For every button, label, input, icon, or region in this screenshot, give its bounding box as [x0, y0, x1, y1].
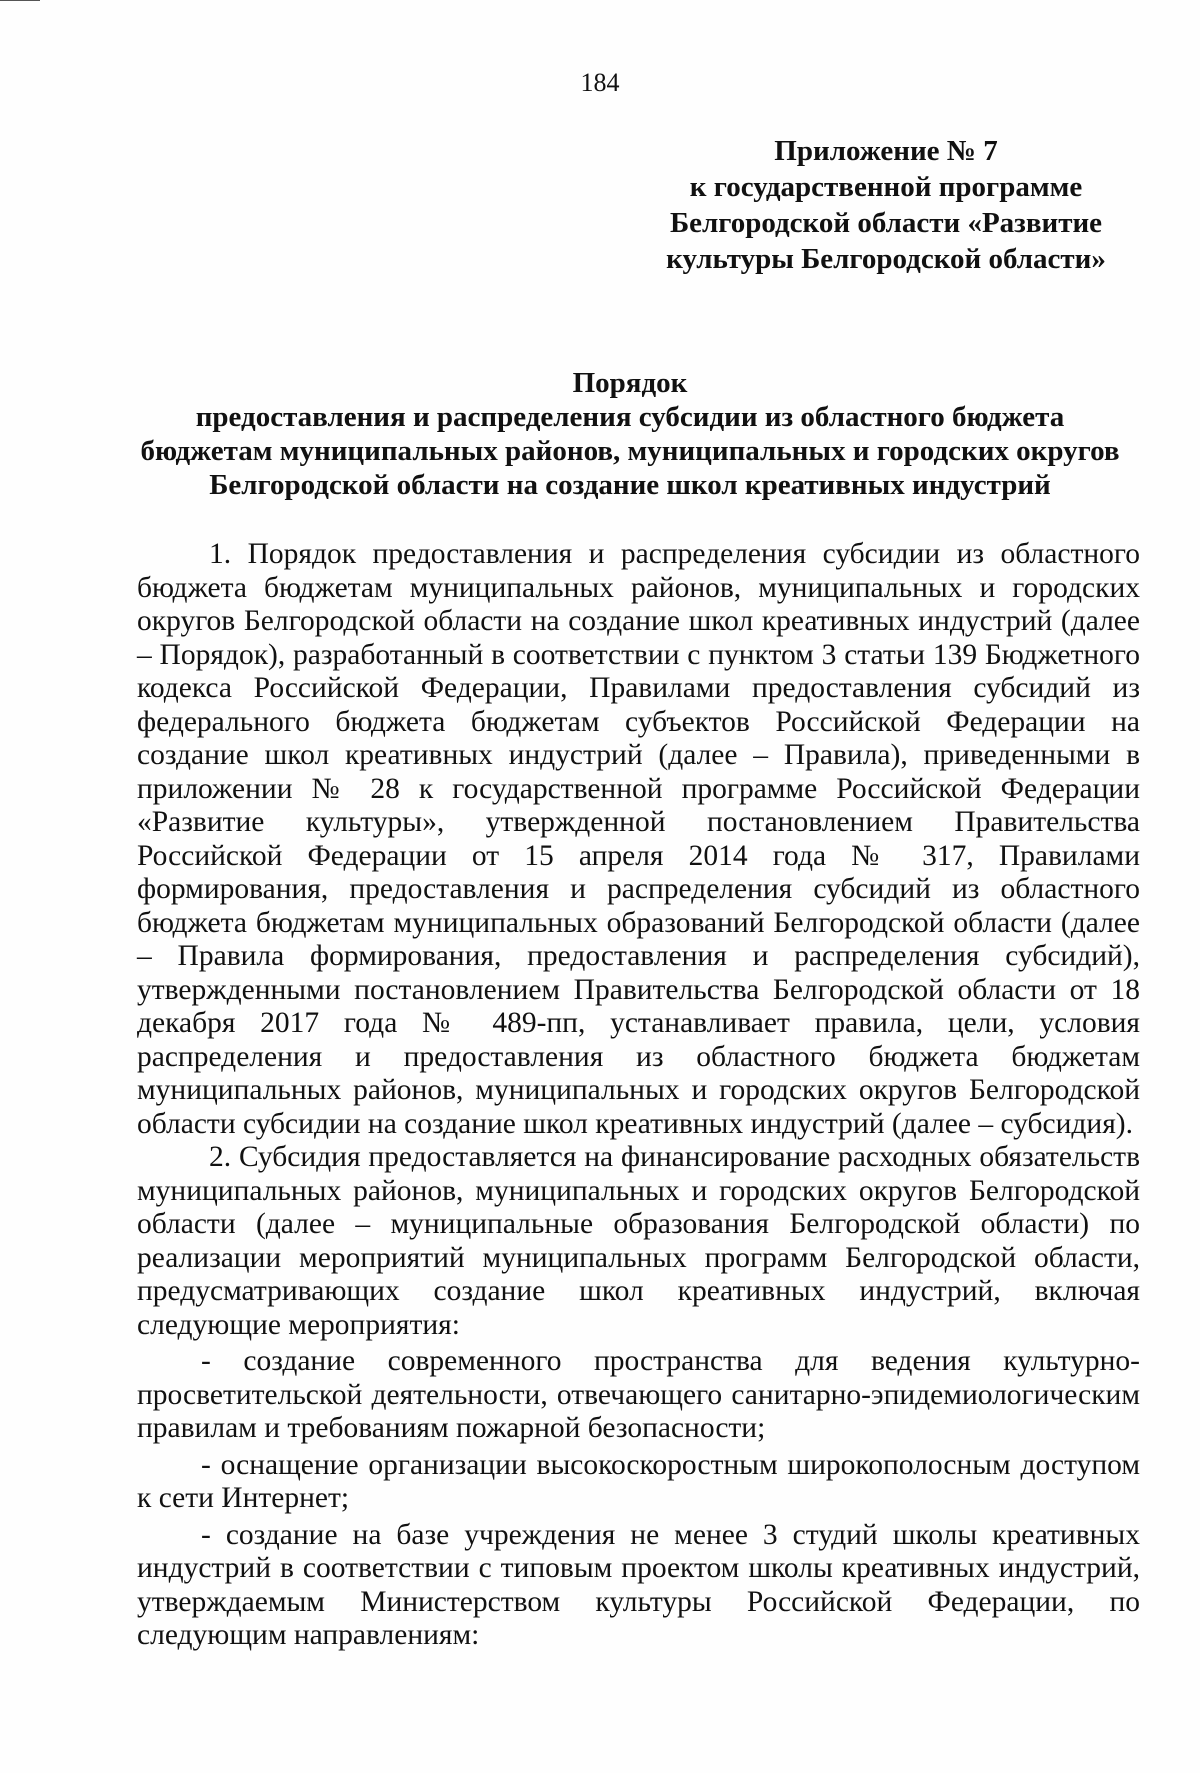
title-line: Белгородской области на создание школ креативных индустрий — [209, 469, 1051, 501]
title-heading: Порядок — [572, 367, 688, 399]
list-item: - создание современного пространства для ведения культурно-просветительской деятельности, отвечающего санитарно-эпидемиологическим правилам и требованиям пожарной безопасности; — [137, 1345, 1140, 1444]
title-line: предоставления и распределения субсидии из областного бюджета — [195, 401, 1065, 433]
appendix-header — [636, 133, 1136, 277]
paragraph-2: 2. Субсидия предоставляется на финансирование расходных обязательств муниципальных районов, муниципальных и городских округов Белгородской области (далее – муниципальные образования Белгородской области) по реализации мероприятий муниципальных программ Белгородской области, предусматривающих создание школ креативных индустрий, включая следующие мероприятия: — [137, 1141, 1140, 1341]
list-item: - создание на базе учреждения не менее 3 студий школы креативных индустрий в соответствии с типовым проектом школы креативных индустрий, утверждаемым Министерством культуры Российской Федерации, по следующим направлениям: — [137, 1518, 1140, 1651]
appendix-line: Приложение № 7 — [774, 135, 998, 167]
page-number: 184 — [580, 68, 620, 97]
title-line: бюджетам муниципальных районов, муниципальных и городских округов — [140, 435, 1120, 467]
scan-mark — [0, 0, 40, 2]
document-title — [120, 366, 1140, 502]
document-body — [137, 538, 1140, 1653]
appendix-line: к государственной программе — [689, 171, 1083, 203]
paragraph-1: 1. Порядок предоставления и распределения субсидии из областного бюджета бюджетам муниципальных районов, муниципальных и городских округов Белгородской области на создание школ креативных индустрий (далее – Порядок), разработанный в соответствии с пунктом 3 статьи 139 Бюджетного кодекса Российской Федерации, Правилами предоставления субсидий из федерального бюджета бюджетам субъектов Российской Федерации на создание школ креативных индустрий (далее – Правила), приведенными в приложении № 28 к государственной программе Российской Федерации «Развитие культуры», утвержденной постановлением Правительства Российской Федерации от 15 апреля 2014 года № 317, Правилами формирования, предоставления и распределения субсидий из областного бюджета бюджетам муниципальных образований Белгородской области (далее – Правила формирования, предоставления и распределения субсидий), утвержденными постановлением Правительства Белгородской области от 18 декабря 2017 года № 489-пп, устанавливает правила, цели, условия распределения и предоставления из областного бюджета бюджетам муниципальных районов, муниципальных и городских округов Белгородской области субсидии на создание школ креативных индустрий (далее – субсидия). — [137, 538, 1140, 1140]
appendix-line: культуры Белгородской области» — [666, 243, 1106, 275]
appendix-line: Белгородской области «Развитие — [669, 207, 1103, 239]
list-item: - оснащение организации высокоскоростным широкополосным доступом к сети Интернет; — [137, 1448, 1140, 1514]
